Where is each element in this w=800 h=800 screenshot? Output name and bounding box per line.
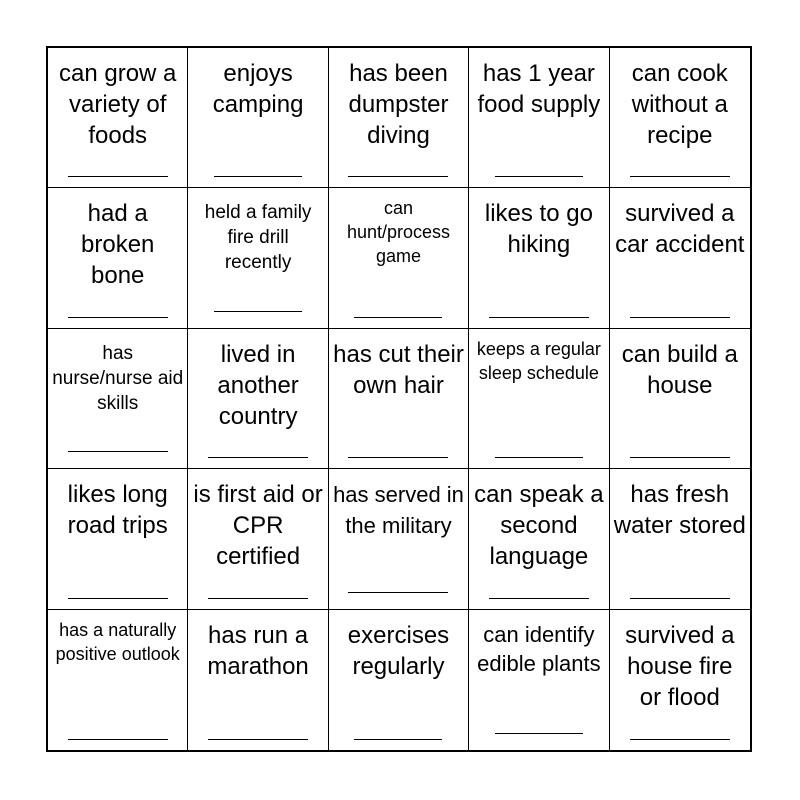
bingo-cell[interactable]	[469, 329, 609, 469]
cell-text: likes long road trips	[67, 481, 168, 540]
signature-line	[68, 739, 168, 740]
cell-text: exercises regularly	[347, 621, 450, 680]
bingo-cell[interactable]	[48, 48, 188, 188]
signature-line	[348, 457, 448, 458]
signature-line	[68, 451, 168, 452]
cell-text: can cook without a recipe	[631, 60, 728, 149]
bingo-cell[interactable]	[610, 469, 750, 609]
bingo-card	[46, 46, 752, 752]
cell-text: survived a house fire or flood	[625, 621, 735, 711]
signature-line	[68, 317, 168, 318]
signature-line	[630, 598, 730, 599]
bingo-cell[interactable]	[610, 188, 750, 328]
cell-text: likes to go hiking	[484, 200, 593, 259]
cell-text: can grow a variety of foods	[58, 60, 177, 149]
bingo-cell[interactable]	[48, 188, 188, 328]
bingo-cell[interactable]	[329, 188, 469, 328]
cell-text: has fresh water stored	[613, 481, 746, 540]
bingo-cell[interactable]	[48, 469, 188, 609]
signature-line	[208, 598, 308, 599]
signature-line	[68, 176, 168, 177]
bingo-cell[interactable]	[610, 329, 750, 469]
bingo-cell[interactable]	[469, 48, 609, 188]
cell-text: has cut their own hair	[333, 340, 464, 399]
bingo-cell[interactable]	[188, 469, 328, 609]
cell-text: has run a marathon	[207, 621, 309, 680]
bingo-cell[interactable]	[610, 48, 750, 188]
cell-text: has been dumpster diving	[348, 60, 449, 149]
bingo-cell[interactable]	[48, 329, 188, 469]
signature-line	[495, 457, 583, 458]
signature-line	[630, 739, 730, 740]
bingo-cell[interactable]	[188, 610, 328, 750]
signature-line	[348, 592, 448, 593]
cell-text: has a naturally positive outlook	[55, 619, 180, 664]
signature-line	[208, 457, 308, 458]
signature-line	[495, 733, 583, 734]
bingo-cell[interactable]	[188, 188, 328, 328]
signature-line	[214, 176, 302, 177]
bingo-cell[interactable]	[188, 48, 328, 188]
bingo-cell[interactable]	[48, 610, 188, 750]
bingo-cell[interactable]	[610, 610, 750, 750]
bingo-cell[interactable]	[329, 469, 469, 609]
cell-text: survived a car accident	[615, 200, 745, 259]
signature-line	[630, 176, 730, 177]
signature-line	[214, 311, 302, 312]
signature-line	[489, 598, 589, 599]
signature-line	[630, 457, 730, 458]
bingo-cell[interactable]	[329, 48, 469, 188]
signature-line	[208, 739, 308, 740]
cell-text: had a broken bone	[81, 200, 155, 290]
cell-text: keeps a regular sleep schedule	[476, 338, 601, 383]
cell-text: has 1 year food supply	[477, 60, 601, 118]
cell-text: enjoys camping	[212, 60, 304, 118]
signature-line	[348, 176, 448, 177]
signature-line	[354, 739, 442, 740]
signature-line	[354, 317, 442, 318]
cell-text: lived in another country	[217, 340, 299, 430]
signature-line	[489, 317, 589, 318]
bingo-cell[interactable]	[469, 610, 609, 750]
cell-text: can speak a second language	[474, 481, 604, 571]
signature-line	[68, 598, 168, 599]
signature-line	[495, 176, 583, 177]
bingo-cell[interactable]	[469, 188, 609, 328]
bingo-cell[interactable]	[188, 329, 328, 469]
signature-line	[630, 317, 730, 318]
cell-text: has served in the military	[333, 482, 464, 539]
bingo-cell[interactable]	[329, 610, 469, 750]
bingo-cell[interactable]	[469, 469, 609, 609]
cell-text: can identify edible plants	[477, 621, 601, 676]
cell-text: has nurse/nurse aid skills	[52, 342, 184, 414]
bingo-cell[interactable]	[329, 329, 469, 469]
cell-text: held a family fire drill recently	[204, 202, 312, 274]
cell-text: is first aid or CPR certified	[193, 481, 323, 571]
cell-text: can build a house	[621, 340, 738, 399]
cell-text: can hunt/process game	[346, 198, 451, 267]
